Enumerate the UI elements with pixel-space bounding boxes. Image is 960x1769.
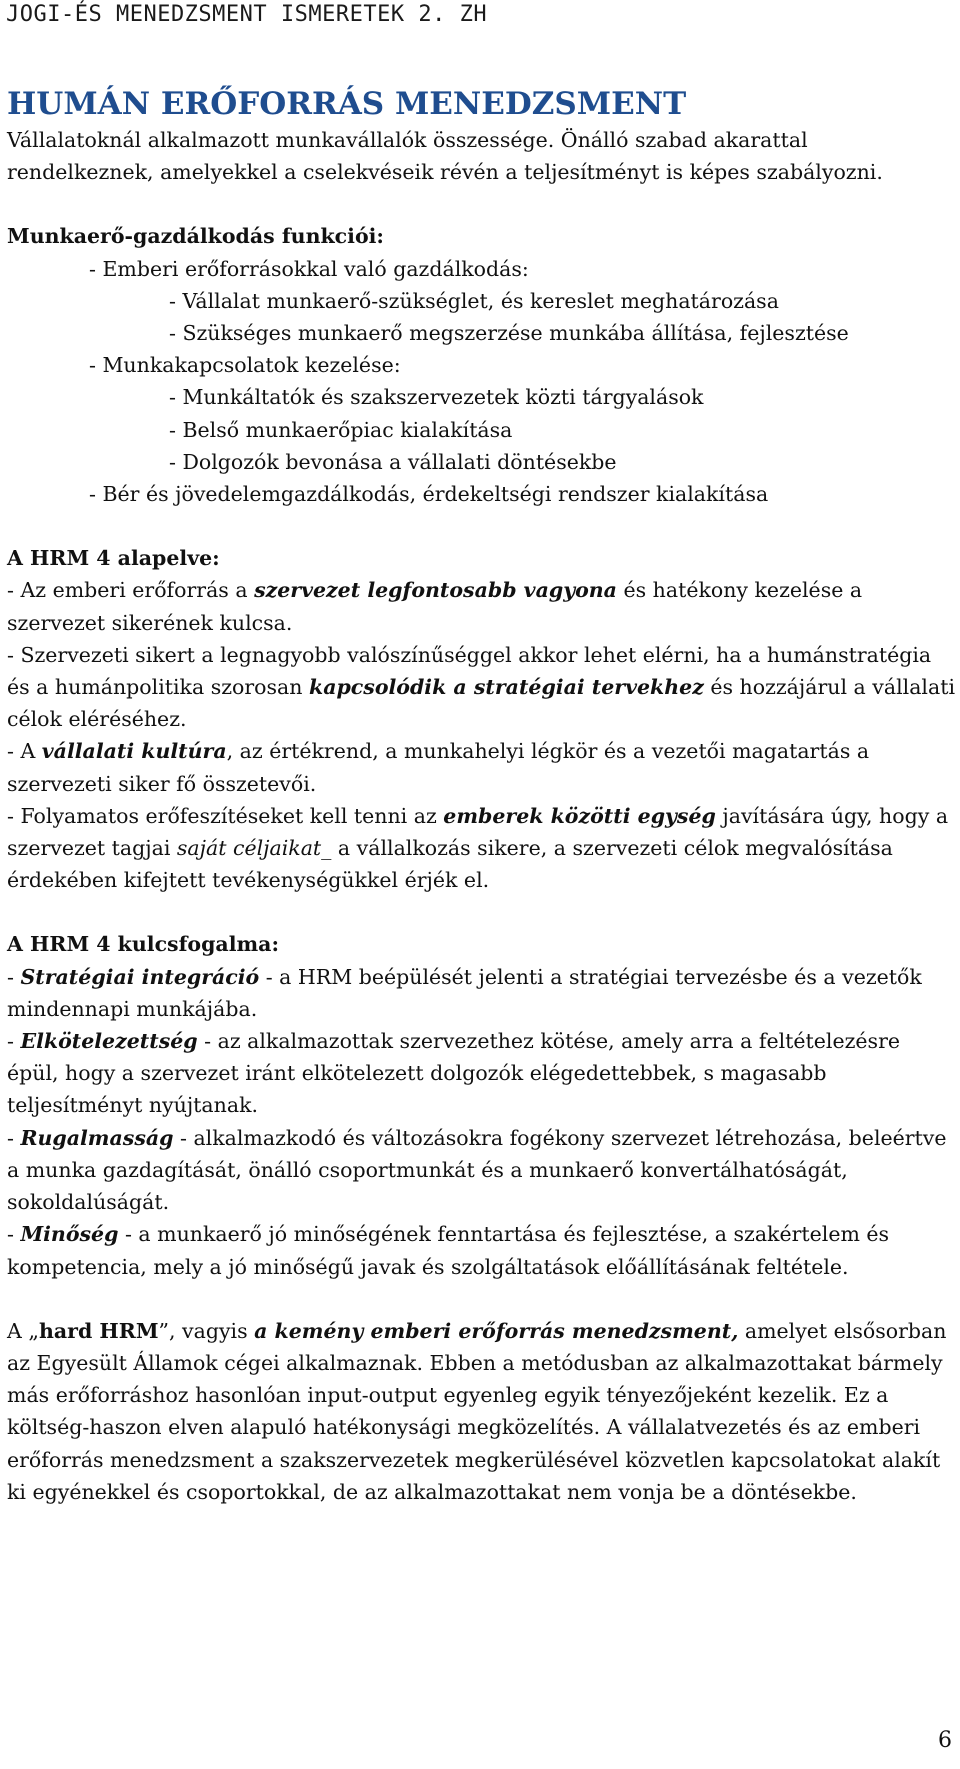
concept-term: Elkötelezettség (20, 1029, 198, 1054)
page-number: 6 (938, 1728, 952, 1753)
concept-1: - Stratégiai integráció - a HRM beépülését jelenti a stratégiai tervezésbe és a vezetők mindennapi munkájába. (7, 964, 922, 1021)
page-title: HUMÁN ERŐFORRÁS MENEDZSMENT (7, 86, 687, 122)
principle-2: - Szervezeti sikert a legnagyobb valószínűséggel akkor lehet elérni, ha a humánstratégia és a humánpolitika szorosan kapcsolódik a stratégiai tervekhez és hozzájárul a vállalati célok eléréséhez. (7, 642, 955, 732)
principle-3: - A vállalati kultúra, az értékrend, a munkahelyi légkör és a vezetői magatartás a szervezeti siker fő összetevői. (7, 739, 870, 796)
function-subitem: - Dolgozók bevonása a vállalati döntésekbe (169, 449, 617, 474)
function-item: - Emberi erőforrásokkal való gazdálkodás: (89, 256, 529, 281)
function-subitem: - Belső munkaerőpiac kialakítása (169, 417, 513, 442)
concept-term: Rugalmasság (20, 1125, 174, 1150)
concept-term: Stratégiai integráció (20, 964, 260, 989)
function-item: - Bér és jövedelemgazdálkodás, érdekeltségi rendszer kialakítása (89, 482, 769, 507)
principles-heading: A HRM 4 alapelve: (7, 546, 220, 571)
concept-2: - Elkötelezettség - az alkalmazottak szervezethez kötése, amely arra a feltételezésre épül, hogy a szervezet iránt elkötelezett dolgozók elégedettebbek, s magasabb teljesítményt nyújtanak. (7, 1029, 900, 1118)
emphasis-text: vállalati kultúra (41, 739, 227, 764)
document-body (7, 84, 955, 1508)
concept-3: - Rugalmasság - alkalmazkodó és változásokra fogékony szervezet létrehozása, beleértve a munka gazdagítását, önálló csoportmunkát és a munkaerő konvertálhatóságát, sokoldalúságát. (7, 1125, 947, 1215)
function-subitem: - Szükséges munkaerő megszerzése munkába állítása, fejlesztése (169, 321, 849, 346)
emphasis-text: a kemény emberi erőforrás menedzsment, (254, 1318, 739, 1343)
emphasis-text: szervezet legfontosabb vagyona (254, 578, 617, 603)
emphasis-text: kapcsolódik a stratégiai tervekhez (308, 675, 704, 700)
page-header: JOGI-ÉS MENEDZSMENT ISMERETEK 2. ZH (6, 2, 488, 27)
functions-heading: Munkaerő-gazdálkodás funkciói: (7, 224, 384, 249)
concept-term: Minőség (20, 1222, 119, 1247)
principle-4: - Folyamatos erőfeszítéseket kell tenni az emberek közötti egység javítására úgy, hogy a szervezet tagjai saját céljaikat_ a vállalkozás sikere, a szervezeti célok megvalósítása érdekében kifejtett tevékenységükkel érjék el. (7, 803, 949, 893)
concept-4: - Minőség - a munkaerő jó minőségének fenntartása és fejlesztése, a szakértelem és kompetencia, mely a jó minőségű javak és szolgáltatások előállításának feltétele. (7, 1222, 890, 1279)
emphasis-text: emberek közötti egység (443, 803, 716, 828)
intro-paragraph: Vállalatoknál alkalmazott munkavállalók összessége. Önálló szabad akarattal rendelkeznek, amelyekkel a cselekvéseik révén a teljesítményt is képes szabályozni. (7, 128, 883, 185)
emphasis-text: hard HRM (38, 1318, 159, 1343)
function-subitem: - Vállalat munkaerő-szükséglet, és kereslet meghatározása (169, 288, 779, 313)
function-item: - Munkakapcsolatok kezelése: (89, 353, 401, 378)
concepts-heading: A HRM 4 kulcsfogalma: (7, 932, 280, 957)
principle-1: - Az emberi erőforrás a szervezet legfontosabb vagyona és hatékony kezelése a szervezet sikerének kulcsa. (7, 578, 863, 635)
italic-text: saját céljaikat_ (176, 836, 332, 861)
hard-hrm-paragraph: A „hard HRM”, vagyis a kemény emberi erőforrás menedzsment, amelyet elsősorban az Egyesült Államok cégei alkalmaznak. Ebben a metódusban az alkalmazottakat bármely más erőforráshoz hasonlóan input-output egyenleg egyik tényezőjeként kezelik. Ez a költség-haszon elven alapuló hatékonysági megközelítés. A vállalatvezetés és az emberi erőforrás menedzsment a szakszervezetek megkerülésével közvetlen kapcsolatokat alakít ki egyénekkel és csoportokkal, de az alkalmazottakat nem vonja be a döntésekbe. (7, 1318, 947, 1504)
function-subitem: - Munkáltatók és szakszervezetek közti tárgyalások (169, 385, 704, 410)
